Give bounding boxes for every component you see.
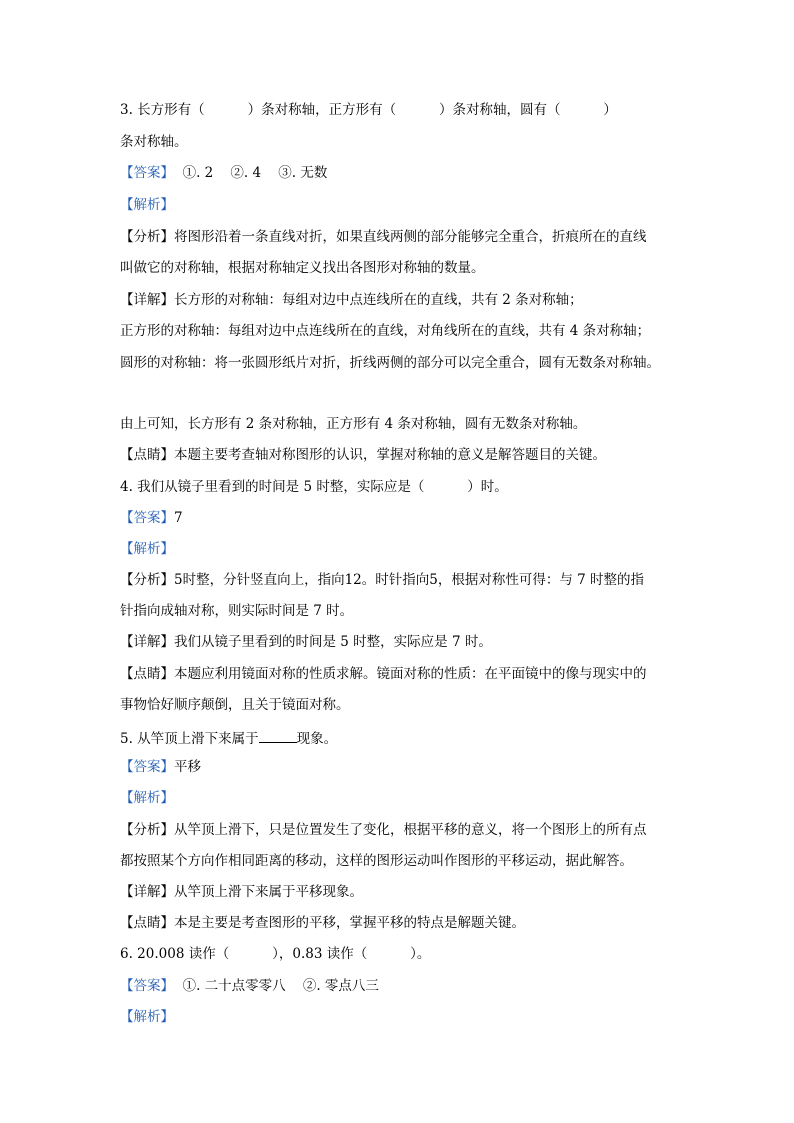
q4-dianjing-row	[120, 668, 647, 682]
dianjing-tag: 【点睛】	[120, 666, 174, 682]
answer-tag: 【答案】	[120, 510, 174, 526]
q5-xiangjie-1: 从竿顶上滑下来属于平移现象。	[174, 884, 363, 900]
xiangjie-tag: 【详解】	[120, 884, 174, 900]
answer-tag: 【答案】	[120, 978, 174, 994]
fenxi-tag: 【分析】	[120, 229, 174, 245]
q5-xiangjie-row	[120, 886, 363, 900]
q4-question-line1: 4. 我们从镜子里看到的时间是 5 时整，实际应是（ ）时。	[120, 479, 508, 495]
q3-dianjing: 本题主要考查轴对称图形的认识，掌握对称轴的意义是解答题目的关键。	[174, 447, 606, 463]
q4-answer: 7	[174, 510, 183, 526]
q4-fenxi-2: 针指向成轴对称，则实际时间是 7 时。	[120, 603, 354, 619]
answer-blank	[259, 730, 297, 743]
answer-tag: 【答案】	[120, 165, 174, 181]
analysis-tag: 【解析】	[120, 197, 174, 213]
q3-dianjing-row	[120, 449, 606, 463]
q3-analysis-row	[120, 199, 174, 213]
q5-analysis-row	[120, 792, 174, 806]
dianjing-tag: 【点睛】	[120, 915, 174, 931]
q3-xiangjie-1: 长方形的对称轴：每组对边中点连线所在的直线，共有 2 条对称轴；	[174, 292, 583, 308]
q3-xiangjie-4: 由上可知，长方形有 2 条对称轴，正方形有 4 条对称轴，圆有无数条对称轴。	[120, 416, 587, 432]
q5-dianjing: 本是主要是考查图形的平移，掌握平移的特点是解题关键。	[174, 915, 525, 931]
q4-dianjing-1: 本题应利用镜面对称的性质求解。镜面对称的性质：在平面镜中的像与现实中的	[174, 666, 647, 682]
q3-xiangjie-3: 圆形的对称轴：将一张圆形纸片对折，折线两侧的部分可以完全重合，圆有无数条对称轴。	[120, 355, 660, 371]
q3-question-line1: 3. 长方形有（ ）条对称轴，正方形有（ ）条对称轴，圆有（ ）	[120, 102, 617, 118]
q3-question-line2: 条对称轴。	[120, 134, 188, 150]
xiangjie-tag: 【详解】	[120, 634, 174, 650]
q6-question-line1: 6. 20.008 读作（ ），0.83 读作（ ）。	[120, 946, 431, 962]
q3-fenxi-2: 叫做它的对称轴，根据对称轴定义找出各图形对称轴的数量。	[120, 260, 485, 276]
q5-answer-row	[120, 761, 201, 775]
q5-question-part-b: 现象。	[296, 731, 338, 747]
q4-analysis-row	[120, 543, 174, 557]
q6-answer: ①. 二十点零零八 ②. 零点八三	[174, 978, 379, 994]
q4-fenxi-row	[120, 574, 644, 588]
q5-fenxi-2: 都按照某个方向作相同距离的移动，这样的图形运动叫作图形的平移运动，据此解答。	[120, 853, 633, 869]
q3-xiangjie-2: 正方形的对称轴：每组对边中点连线所在的直线，对角线所在的直线，共有 4 条对称轴；	[120, 323, 651, 339]
analysis-tag: 【解析】	[120, 1009, 174, 1025]
q4-fenxi-1: 5时整，分针竖直向上，指向12。时针指向5，根据对称性可得：与 7 时整的指	[174, 572, 645, 588]
q3-fenxi-1: 将图形沿着一条直线对折，如果直线两侧的部分能够完全重合，折痕所在的直线	[174, 229, 647, 245]
q5-dianjing-row	[120, 917, 525, 931]
q3-answer-row	[120, 167, 327, 181]
q5-answer: 平移	[174, 759, 201, 775]
xiangjie-tag: 【详解】	[120, 292, 174, 308]
q5-question-line1	[120, 730, 337, 747]
analysis-tag: 【解析】	[120, 541, 174, 557]
fenxi-tag: 【分析】	[120, 822, 174, 838]
q5-fenxi-row	[120, 824, 647, 838]
dianjing-tag: 【点睛】	[120, 447, 174, 463]
fenxi-tag: 【分析】	[120, 572, 174, 588]
q4-xiangjie-1: 我们从镜子里看到的时间是 5 时整，实际应是 7 时。	[174, 634, 492, 650]
q3-fenxi-row	[120, 231, 647, 245]
q6-answer-row	[120, 980, 379, 994]
q4-dianjing-2: 事物恰好顺序颠倒，且关于镜面对称。	[120, 697, 350, 713]
q4-xiangjie-row	[120, 636, 492, 650]
answer-tag: 【答案】	[120, 759, 174, 775]
q5-fenxi-1: 从竿顶上滑下，只是位置发生了变化，根据平移的意义，将一个图形上的所有点	[174, 822, 647, 838]
q5-question-part-a: 5. 从竿顶上滑下来属于	[120, 731, 259, 747]
analysis-tag: 【解析】	[120, 790, 174, 806]
q6-analysis-row	[120, 1011, 174, 1025]
q4-answer-row	[120, 512, 183, 526]
q3-answer: ①. 2 ②. 4 ③. 无数	[174, 165, 328, 181]
q3-xiangjie-row	[120, 294, 583, 308]
